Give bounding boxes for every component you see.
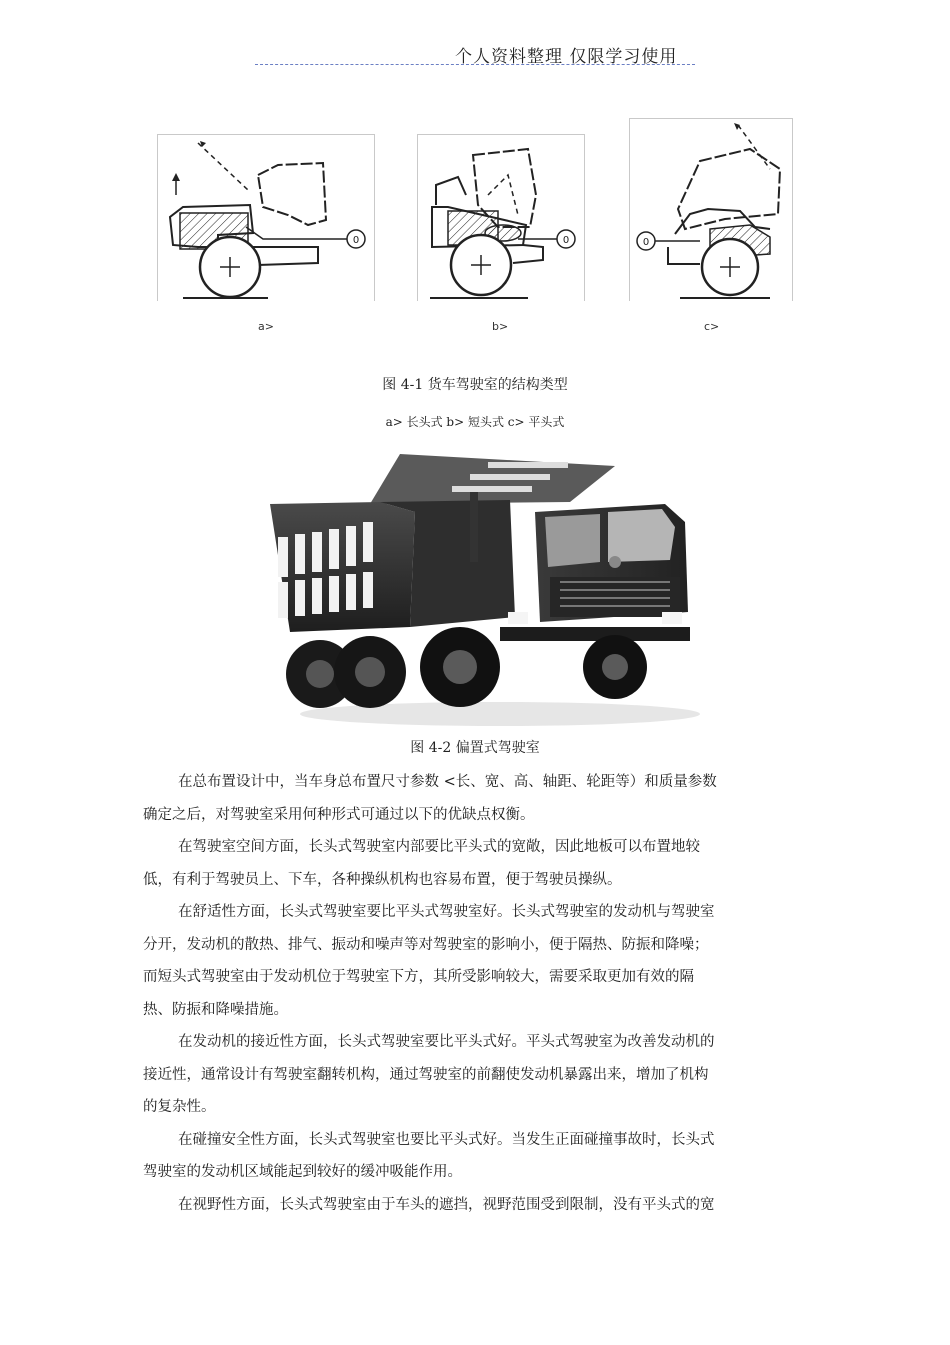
body-line: 分开，发动机的散热、排气、振动和噪声等对驾驶室的影响小，便于隔热、防振和降噪； [143,936,709,953]
body-line: 在驾驶室空间方面，长头式驾驶室内部要比平头式的宽敞，因此地板可以布置地较 [178,839,700,855]
figure-4-2-caption: 图 4-2 偏置式驾驶室 [410,740,540,756]
header-text: 个人资料整理 仅限学习使用 [455,47,678,67]
short-nose-cab-drawing [418,135,584,301]
body-line: 驾驶室的发动机区域能起到较好的缓冲吸能作用。 [143,1164,462,1180]
figure-c-cab-over-sketch [629,118,793,301]
figure-a-label: a> [258,320,274,333]
svg-text:0: 0 [562,235,570,246]
body-text [143,766,783,1221]
mining-dump-truck-image [270,452,700,727]
body-line: 在舒适性方面，长头式驾驶室要比平头式驾驶室好。长头式驾驶室的发动机与驾驶室 [178,904,715,920]
body-line: 而短头式驾驶室由于发动机位于驾驶室下方，其所受影响较大，需要采取更加有效的隔 [143,969,694,985]
figure-a-long-nose-sketch [157,134,375,301]
figure-4-1-subcaption: a> 长头式 b> 短头式 c> 平头式 [385,415,565,429]
body-line: 确定之后，对驾驶室采用何种形式可通过以下的优缺点权衡。 [143,806,535,823]
offset-cab-truck-photo [270,452,700,727]
svg-text:0: 0 [352,235,360,246]
cab-over-drawing [630,119,792,301]
body-line: 在碰撞安全性方面，长头式驾驶室也要比平头式好。当发生正面碰撞事故时，长头式 [178,1131,715,1148]
body-line: 在总布置设计中，当车身总布置尺寸参数 <长、宽、高、轴距、轮距等）和质量参数 [178,774,717,790]
figure-b-short-nose-sketch [417,134,585,301]
body-line: 在发动机的接近性方面，长头式驾驶室要比平头式好。平头式驾驶室为改善发动机的 [178,1034,715,1050]
figure-4-1-caption: 图 4-1 货车驾驶室的结构类型 [382,377,568,393]
body-line: 的复杂性。 [143,1099,216,1115]
long-nose-cab-drawing [158,135,374,301]
body-line: 接近性，通常设计有驾驶室翻转机构，通过驾驶室的前翻使发动机暴露出来，增加了机构 [143,1066,709,1083]
figure-c-label: c> [704,320,720,333]
body-line: 低，有利于驾驶员上、下车，各种操纵机构也容易布置，便于驾驶员操纵。 [143,871,622,888]
svg-text:0: 0 [642,237,650,248]
body-line: 在视野性方面，长头式驾驶室由于车头的遮挡，视野范围受到限制，没有平头式的宽 [178,1196,715,1213]
header-dashed-rule [255,64,695,65]
body-line: 热、防振和降噪措施。 [143,1001,288,1018]
figure-b-label: b> [492,320,509,333]
